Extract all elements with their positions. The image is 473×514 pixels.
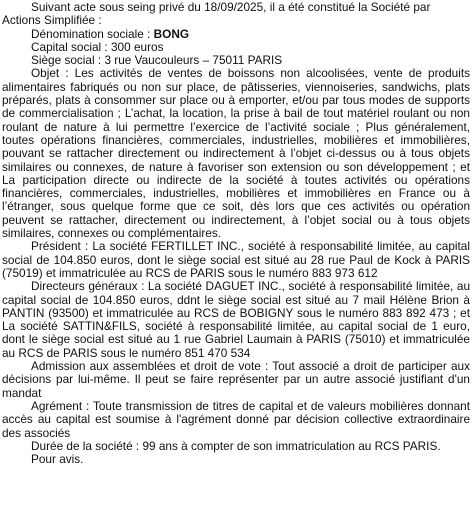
capital-line: Capital social : 300 euros bbox=[31, 39, 164, 54]
denomination-label: Dénomination sociale : bbox=[31, 26, 154, 41]
siege-line: Siège social : 3 rue Vaucouleurs – 75011 PARIS bbox=[31, 53, 283, 68]
objet-paragraph: Objet : Les activités de ventes de boissons non alcoolisées, vente de produits alimentaires fabriqués ou non sur place, de pâtisseries, viennoiseries, sandwichs, plats préparés, plats à consommer sur place ou à emporter, et/ou par tous modes de supports de commercialisation ; L’achat, la location, la prise à bail de tout matériel roulant ou non roulant de nature à lui permettre l’exercice de l’activité sociale ; Plus généralement, toutes opérations financières, commerciales, industrielles, mobilières et immobilières, pouvant se rattacher directement ou indirectement à l’objet ci-dessus ou à tous objets similaires ou connexes, de nature à favoriser son extension ou son développement ; et La participation directe ou indirecte de la société à toutes activités ou opérations financières, commerciales, industrielles, mobilières et immobilières en France ou à l’étranger, sous quelque forme que ce soit, dès lors que ces activités ou opération peuvent se rattacher, directement ou indirectement, à l’objet social ou à tous objets similaires, connexes ou complémentaires. bbox=[2, 66, 470, 241]
duree-paragraph: Durée de la société : 99 ans à compter de son immatriculation au RCS PARIS. bbox=[31, 438, 441, 453]
agrement-paragraph: Agrément : Toute transmission de titres de capital et de valeurs mobilières donnant accès au capital est soumise à l'agrément donné par décision collective extraordinaire des associés bbox=[2, 398, 470, 440]
denomination-line bbox=[2, 28, 470, 41]
company-name: BONG bbox=[153, 26, 190, 41]
intro-paragraph: Suivant acte sous seing privé du 18/09/2025, il a été constitué la Société par Actions Simplifiée : bbox=[2, 0, 431, 28]
president-paragraph: Président : La société FERTILLET INC., société à responsabilité limitée, au capital social de 104.850 euros, dont le siège social est situé au 28 rue Paul de Kock à PARIS (75019) et immatriculée au RCS de PARIS sous le numéro 883 973 612 bbox=[2, 239, 470, 280]
admission-paragraph: Admission aux assemblées et droit de vote : Tout associé a droit de participer aux décisions par lui-même. Il peut se faire représenter par un autre associé justifiant d'un mandat bbox=[2, 359, 470, 400]
closing-line: Pour avis. bbox=[31, 452, 84, 467]
directeurs-paragraph: Directeurs généraux : La société DAGUET INC., société à responsabilité limitée, au capital social de 104.850 euros, ddnt le siège social est situé au 7 mail Hélène Brion à PANTIN (93500) et immatriculée au RCS de BOBIGNY sous le numéro 883 892 473 ; et La société SATTIN&FILS, société à responsabilité limitée, au capital social de 1 euro, dont le siège social est situé au 1 rue Gabriel Laumain à PARIS (75010) et immatriculée au RCS de PARIS sous le numéro 851 470 534 bbox=[2, 279, 470, 360]
